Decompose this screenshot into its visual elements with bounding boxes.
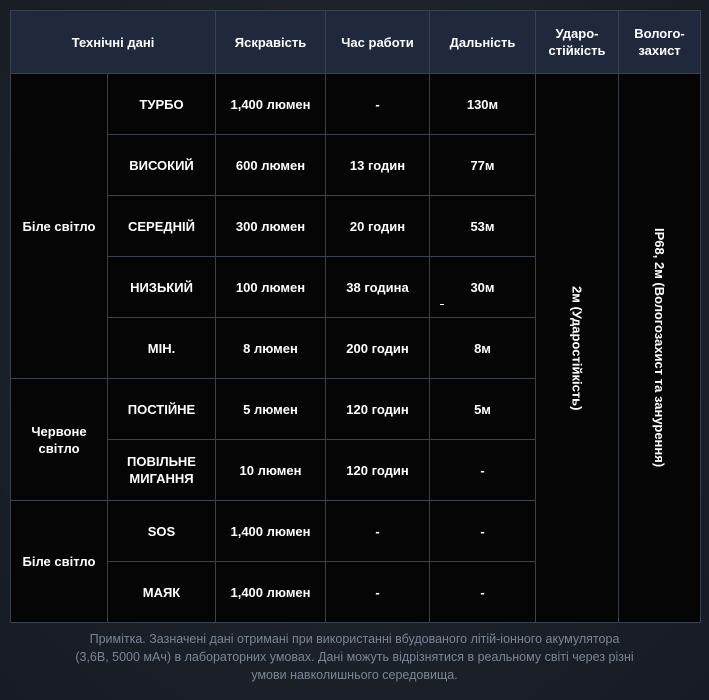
header-row — [11, 11, 701, 74]
header-brightness: Яскравість — [216, 11, 326, 74]
distance-cell: 5м — [430, 379, 536, 440]
group-white-light-2: Біле світло — [11, 501, 108, 623]
impact-value: 2м (Ударостійкість) — [569, 285, 585, 411]
brightness-cell: 1,400 люмен — [216, 562, 326, 623]
distance-cell: 8м — [430, 318, 536, 379]
header-distance: Дальність — [430, 11, 536, 74]
runtime-cell: 120 годин — [326, 379, 430, 440]
mode-cell: МАЯК — [108, 562, 216, 623]
runtime-cell: 120 годин — [326, 440, 430, 501]
runtime-cell: 20 годин — [326, 196, 430, 257]
group-red-light — [11, 379, 108, 501]
footnote-line1: Примітка. Зазначені дані отримані при використанні вбудованого літій-іонного акумулятора — [89, 632, 620, 646]
header-runtime: Час работи — [326, 11, 430, 74]
mode-cell — [108, 440, 216, 501]
runtime-cell: - — [326, 501, 430, 562]
runtime-cell: - — [326, 74, 430, 135]
header-tech: Технічні дані — [11, 11, 216, 74]
distance-cell: - — [430, 440, 536, 501]
mode-cell: НИЗЬКИЙ — [108, 257, 216, 318]
distance-cell: 130м — [430, 74, 536, 135]
mode-cell: ВИСОКИЙ — [108, 135, 216, 196]
mode-cell: ТУРБО — [108, 74, 216, 135]
brightness-cell: 300 люмен — [216, 196, 326, 257]
brightness-cell: 600 люмен — [216, 135, 326, 196]
runtime-cell: 38 година — [326, 257, 430, 318]
distance-cell: - — [430, 562, 536, 623]
header-impact — [536, 11, 619, 74]
footnote-line2: (3,6В, 5000 мАч) в лабораторних умовах. Дані можуть відрізнятися в реальному світі через різні — [75, 650, 634, 664]
footnote-line3: умови навколишнього середовища. — [251, 668, 458, 682]
water-value: IP68, 2м (Вологозахист та занурення) — [652, 228, 667, 468]
brightness-cell: 5 люмен — [216, 379, 326, 440]
header-impact-line1: Ударо- — [555, 26, 599, 41]
table-row — [11, 74, 701, 135]
brightness-cell: 10 люмен — [216, 440, 326, 501]
specs-table — [10, 10, 701, 623]
brightness-cell: 100 люмен — [216, 257, 326, 318]
mode-cell: МІН. — [108, 318, 216, 379]
distance-cell: - — [430, 501, 536, 562]
brightness-cell: 1,400 люмен — [216, 74, 326, 135]
mode-line1: ПОВІЛЬНЕ — [127, 454, 196, 469]
mode-line2: МИГАННЯ — [129, 471, 194, 486]
runtime-cell: 200 годин — [326, 318, 430, 379]
header-water-line2: захист — [638, 43, 681, 58]
group-red-line2: світло — [38, 440, 80, 456]
group-white-light: Біле світло — [11, 74, 108, 379]
mode-cell: СЕРЕДНІЙ — [108, 196, 216, 257]
impact-cell — [536, 74, 619, 623]
water-cell — [619, 74, 701, 623]
stray-dash-mark — [440, 304, 444, 305]
distance-cell: 53м — [430, 196, 536, 257]
mode-cell: SOS — [108, 501, 216, 562]
header-water-line1: Волого- — [634, 26, 685, 41]
brightness-cell: 8 люмен — [216, 318, 326, 379]
group-red-line1: Червоне — [31, 423, 87, 439]
mode-cell: ПОСТІЙНЕ — [108, 379, 216, 440]
runtime-cell: 13 годин — [326, 135, 430, 196]
header-impact-line2: стійкість — [548, 43, 606, 58]
distance-cell: 30м — [430, 257, 536, 318]
runtime-cell: - — [326, 562, 430, 623]
footnote — [20, 630, 689, 684]
brightness-cell: 1,400 люмен — [216, 501, 326, 562]
header-water — [619, 11, 701, 74]
distance-cell: 77м — [430, 135, 536, 196]
